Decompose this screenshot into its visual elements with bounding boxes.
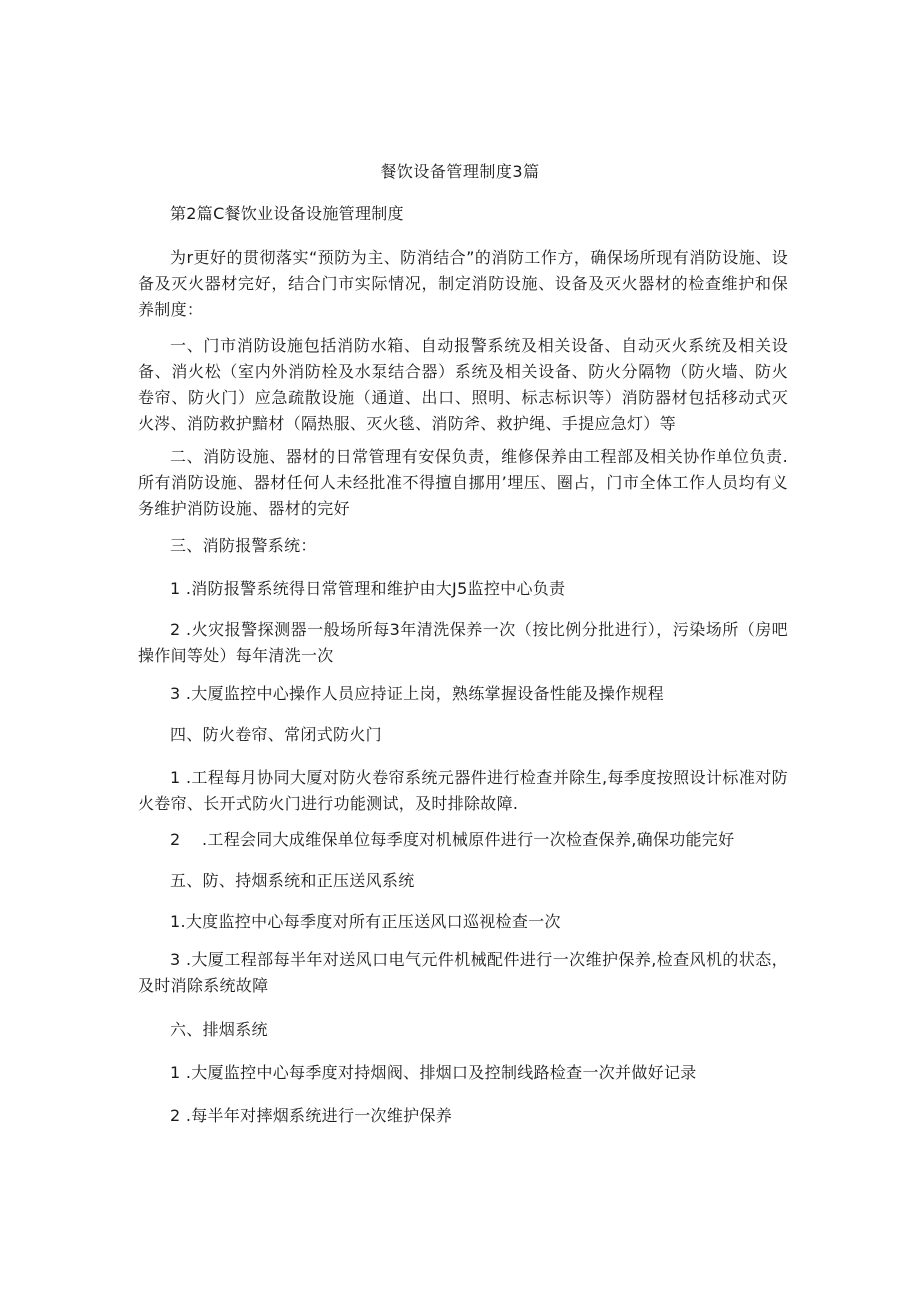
section3-heading: 三、消防报警系统： xyxy=(170,536,317,555)
section4-item-1: 1 .工程每月协同大厦对防火卷帘系统元器件进行检查并除生,每季度按照设计标准对防火卷帘、长开式防火门进行功能测试，及时排除故障. xyxy=(138,768,788,813)
section6-item-2: 2 .每半年对摔烟系统进行一次维护保养 xyxy=(170,1106,453,1125)
section5-item-1: 1.大度监控中心每季度对所有正压送风口巡视检查一次 xyxy=(170,912,561,931)
section3-item-3: 3 .大厦监控中心操作人员应持证上岗，熟练掌握设备性能及操作规程 xyxy=(170,684,664,703)
section5-heading: 五、防、持烟系统和正压送风系统 xyxy=(170,871,415,890)
document-title: 餐饮设备管理制度3篇 xyxy=(380,162,540,181)
section5-item-3: 3 .大厦工程部每半年对送风口电气元件机械配件进行一次维护保养,检查风机的状态，及时消除系统故障 xyxy=(138,950,788,995)
section3-item-1: 1 .消防报警系统得日常管理和维护由大J5监控中心负责 xyxy=(170,579,566,598)
section3-item-2: 2 .火灾报警探测器一般场所每3年清洗保养一次（按比例分批进行），污染场所（房吧操作间等处）每年清洗一次 xyxy=(138,620,788,665)
section6-item-1: 1 .大厦监控中心每季度对持烟阀、排烟口及控制线路检查一次并做好记录 xyxy=(170,1063,697,1082)
section4-heading: 四、防火卷帘、常闭式防火门 xyxy=(170,725,382,744)
section1-paragraph: 一、门市消防设施包括消防水箱、自动报警系统及相关设备、自动灭火系统及相关设备、消火松（室内外消防栓及水泵结合器）系统及相关设备、防火分隔物（防火墙、防火卷帘、防火门）应急疏散设施（通道、出口、照明、标志标识等）消防器材包括移动式灭火涔、消防救护黯材（隔热服、灭火毯、消防斧、救护绳、手提应急灯）等 xyxy=(138,336,788,433)
section2-paragraph: 二、消防设施、器材的日常管理有安保负责，维修保养由工程部及相关协作单位负责.所有消防设施、器材任何人未经批准不得擅自挪用’埋压、圈占，门市全体工作人员均有义务维护消防设施、器材的完好 xyxy=(138,447,788,518)
section6-heading: 六、排烟系统 xyxy=(170,1020,268,1039)
intro-paragraph: 为r更好的贯彻落实“预防为主、防消结合”的消防工作方，确保场所现有消防设施、设备及灭火器材完好，结合门市实际情况，制定消防设施、设备及灭火器材的检查维护和保养制度： xyxy=(138,248,788,319)
document-subtitle: 第2篇C餐饮业设备设施管理制度 xyxy=(170,204,404,223)
section4-item-2: 2 .工程会同大成维保单位每季度对机械原件进行一次检查保养,确保功能完好 xyxy=(170,830,735,849)
